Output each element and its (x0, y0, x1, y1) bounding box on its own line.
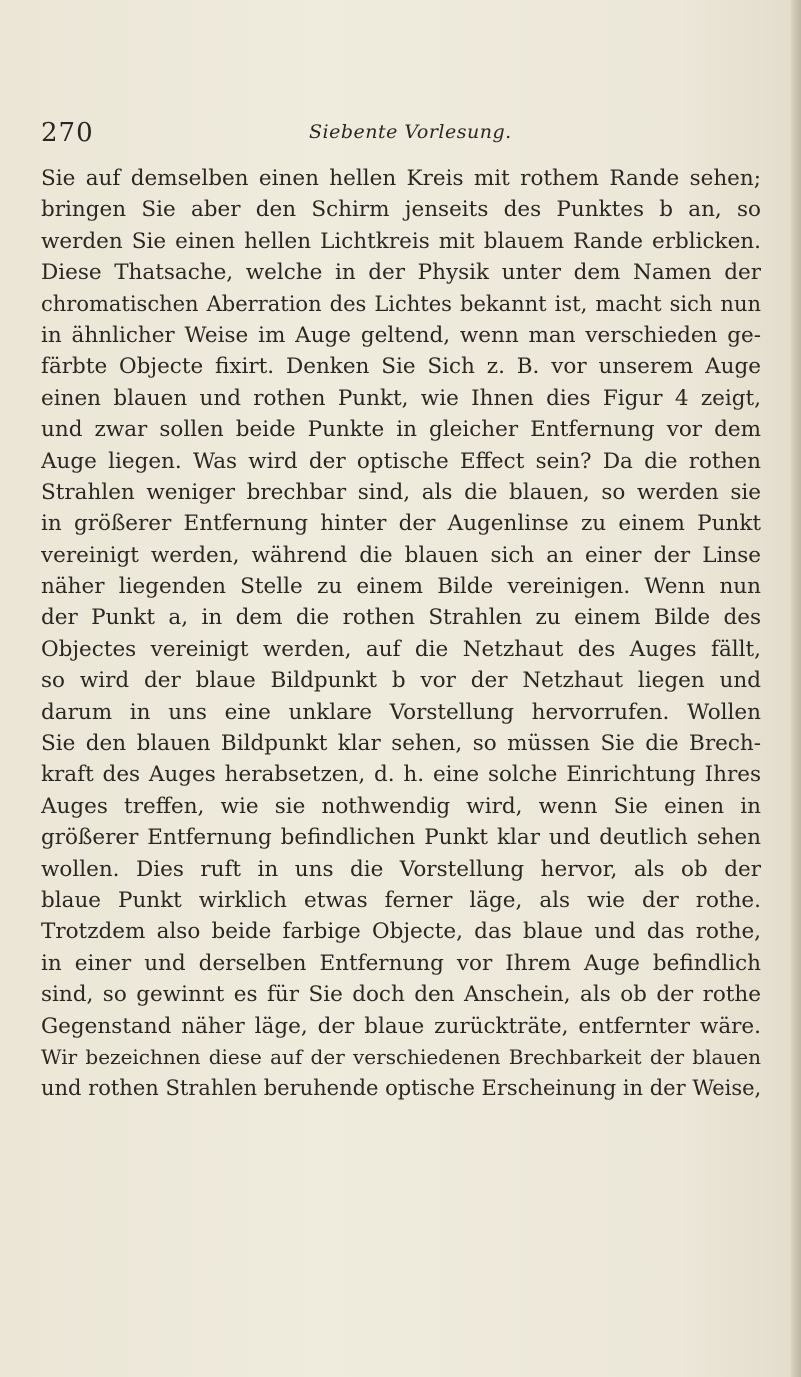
text-line: Sie den blauen Bildpunkt klar sehen, so müssen Sie die Brech- (41, 731, 761, 757)
text-line: färbte Objecte fixirt. Denken Sie Sich z. B. vor unserem Auge (41, 354, 761, 380)
text-line: kraft des Auges herabsetzen, d. h. eine solche Einrichtung Ihres (41, 762, 761, 788)
text-line: größerer Entfernung befindlichen Punkt klar und deutlich sehen (41, 825, 761, 851)
text-line: wollen. Dies ruft in uns die Vorstellung hervor, als ob der (41, 856, 761, 882)
text-line: in ähnlicher Weise im Auge geltend, wenn man verschieden ge- (41, 322, 761, 348)
text-line: so wird der blaue Bildpunkt b vor der Netzhaut liegen und (41, 668, 761, 694)
text-line: chromatischen Aberration des Lichtes bekannt ist, macht sich nun (41, 291, 761, 316)
text-line: und zwar sollen beide Punkte in gleicher Entfernung vor dem (41, 417, 761, 443)
text-line: Diese Thatsache, welche in der Physik unter dem Namen der (41, 260, 761, 286)
body-text (41, 163, 761, 1105)
text-line: vereinigt werden, während die blauen sich an einer der Linse (41, 542, 761, 568)
text-line: Gegenstand näher läge, der blaue zurückträte, entfernter wäre. (41, 1013, 761, 1039)
text-line: in einer und derselben Entfernung vor Ihrem Auge befindlich (41, 950, 761, 976)
text-line: und rothen Strahlen beruhende optische Erscheinung in der Weise, (41, 1076, 761, 1101)
text-line: Auges treffen, wie sie nothwendig wird, wenn Sie einen in (41, 793, 761, 819)
text-line: Objectes vereinigt werden, auf die Netzhaut des Auges fällt, (41, 636, 761, 662)
page-edge-shadow (791, 0, 801, 1377)
text-line: sind, so gewinnt es für Sie doch den Anschein, als ob der rothe (41, 982, 761, 1008)
page-number: 270 (41, 118, 94, 148)
text-line: Trotzdem also beide farbige Objecte, das blaue und das rothe, (41, 919, 761, 945)
text-line: in größerer Entfernung hinter der Augenlinse zu einem Punkt (41, 511, 761, 537)
page-header (41, 118, 761, 154)
text-line: Auge liegen. Was wird der optische Effect sein? Da die rothen (41, 448, 761, 474)
text-line: einen blauen und rothen Punkt, wie Ihnen dies Figur 4 zeigt, (41, 385, 761, 411)
text-line: Wir bezeichnen diese auf der verschiedenen Brechbarkeit der blauen (41, 1044, 761, 1069)
text-line: werden Sie einen hellen Lichtkreis mit blauem Rande erblicken. (41, 228, 761, 254)
text-line: näher liegenden Stelle zu einem Bilde vereinigen. Wenn nun (41, 574, 761, 600)
text-line: Sie auf demselben einen hellen Kreis mit rothem Rande sehen; (41, 166, 761, 191)
text-line: blaue Punkt wirklich etwas ferner läge, als wie der rothe. (41, 887, 761, 913)
running-head: Siebente Vorlesung. (309, 121, 512, 143)
text-line: darum in uns eine unklare Vorstellung hervorrufen. Wollen (41, 699, 761, 725)
text-line: der Punkt a, in dem die rothen Strahlen zu einem Bilde des (41, 605, 761, 631)
text-line: bringen Sie aber den Schirm jenseits des Punktes b an, so (41, 197, 761, 223)
text-line: Strahlen weniger brechbar sind, als die blauen, so werden sie (41, 479, 761, 505)
